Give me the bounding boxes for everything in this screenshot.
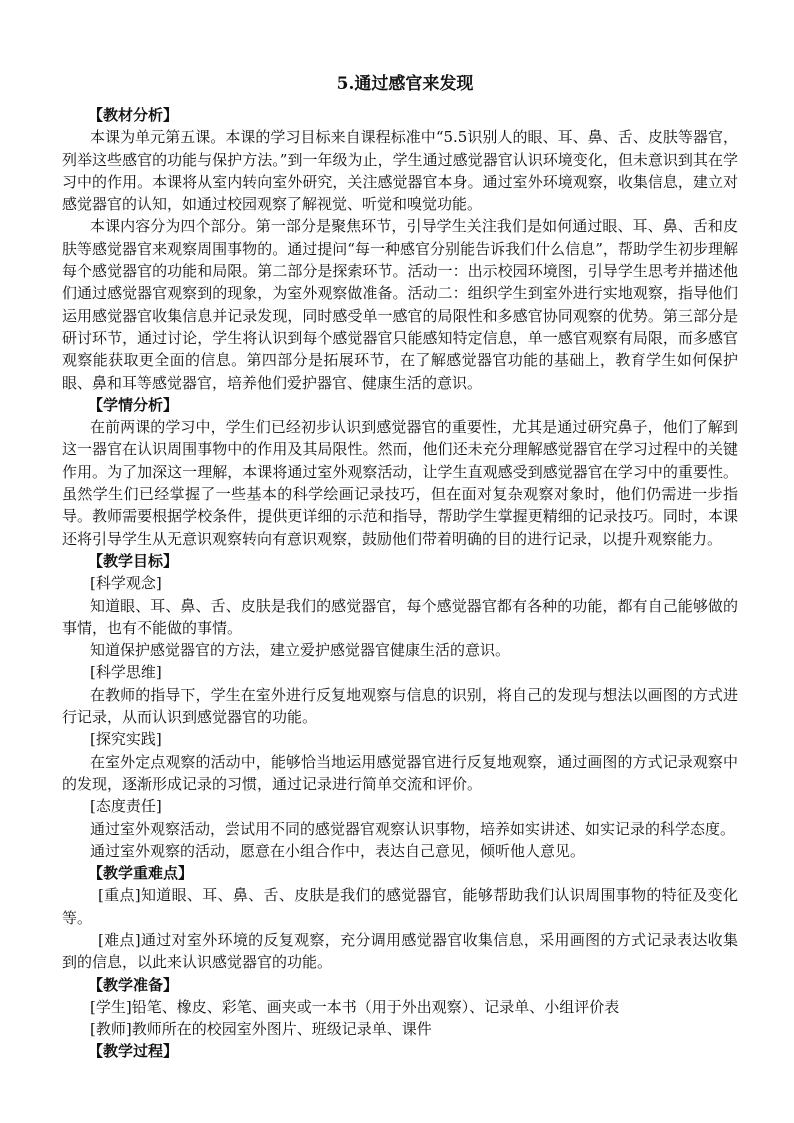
practice-paragraph: 在室外定点观察的活动中，能够恰当地运用感觉器官进行反复地观察，通过画图的方式记录观察中的发现，逐渐形成记录的习惯，通过记录进行简单交流和评价。 [62,752,738,793]
heading-textbook-analysis: 【教材分析】 [88,106,179,124]
analysis-paragraph-1: 本课为单元第五课。本课的学习目标来自课程标准中“5.5识别人的眼、耳、鼻、舌、皮肤等器官，列举这些感官的功能与保护方法。”到一年级为止，学生通过感觉器官认识环境变化，但未意识到其在学习中的作用。本课将从室内转向室外研究，关注感觉器官本身。通过室外环境观察，收集信息，建立对感觉器官的认知，如通过校园观察了解视觉、听觉和嗅觉功能。 [62,128,738,214]
prep-teacher-line: [教师]教师所在的校园室外图片、班级记录单、课件 [90,1020,432,1039]
learner-paragraph: 在前两课的学习中，学生们已经初步认识到感觉器官的重要性，尤其是通过研究鼻子，他们了解到这一器官在认识周围事物中的作用及其局限性。然而，他们还未充分理解感觉器官在学习过程中的关键作用。为了加深这一理解，本课将通过室外观察活动，让学生直观感受到感觉器官在学习中的重要性。虽然学生们已经掌握了一些基本的科学绘画记录技巧，但在面对复杂观察对象时，他们仍需进一步指导。教师需要根据学校条件，提供更详细的示范和指导，帮助学生掌握更精细的记录技巧。同时，本课还将引导学生从无意识观察转向有意识观察，鼓励他们带着明确的目的进行记录，以提升观察能力。 [62,418,738,548]
attitude-paragraph-1: 通过室外观察活动，尝试用不同的感觉器官观察认识事物，培养如实讲述、如实记录的科学态度。 [90,819,736,838]
subheading-science-thinking: [科学思维] [90,663,162,682]
thinking-paragraph: 在教师的指导下，学生在室外进行反复地观察与信息的识别，将自己的发现与想法以画图的方式进行记录，从而认识到感觉器官的功能。 [62,685,738,727]
subheading-inquiry-practice: [探究实践] [90,730,162,749]
heading-learner-analysis: 【学情分析】 [88,395,179,414]
heading-key-difficult-points: 【教学重难点】 [88,864,194,883]
attitude-paragraph-2: 通过室外观察的活动，愿意在小组合作中，表达自己意见，倾听他人意见。 [90,841,586,860]
concept-paragraph-1: 知道眼、耳、鼻、舌、皮肤是我们的感觉器官，每个感觉器官都有各种的功能，都有自己能够做的事情，也有不能做的事情。 [62,596,738,637]
difficult-point-paragraph: [难点]通过对室外环境的反复观察，充分调用感觉器官收集信息，采用画图的方式记录表达收集到的信息，以此来认识感觉器官的功能。 [62,930,738,972]
page-title: 5.通过感官来发现 [336,74,474,94]
prep-students-line: [学生]铅笔、橡皮、彩笔、画夹或一本书（用于外出观察）、记录单、小组评价表 [90,997,620,1016]
subheading-attitude-responsibility: [态度责任] [90,797,162,816]
heading-teaching-process: 【教学过程】 [88,1042,179,1061]
analysis-paragraph-2: 本课内容分为四个部分。第一部分是聚焦环节，引导学生关注我们是如何通过眼、耳、鼻、舌和皮肤等感觉器官来观察周围事物的。通过提问“每一种感官分别能告诉我们什么信息”，帮助学生初步理解每个感觉器官的功能和局限。第二部分是探索环节。活动一：出示校园环境图，引导学生思考并描述他们通过感觉器官观察到的现象，为室外观察做准备。活动二：组织学生到室外进行实地观察，指导他们运用感觉器官收集信息并记录发现，同时感受单一感官的局限性和多感官协同观察的优势。第三部分是研讨环节，通过讨论，学生将认识到每个感觉器官只能感知特定信息，单一感官观察有局限，而多感官观察能获取更全面的信息。第四部分是拓展环节，在了解感觉器官功能的基础上，教育学生如何保护眼、鼻和耳等感觉器官，培养他们爱护器官、健康生活的意识。 [62,217,738,392]
heading-teaching-goals: 【教学目标】 [88,551,179,570]
concept-paragraph-2: 知道保护感觉器官的方法，建立爱护感觉器官健康生活的意识。 [90,641,511,660]
heading-teaching-preparation: 【教学准备】 [88,975,179,994]
subheading-science-concept: [科学观念] [90,574,162,593]
key-point-paragraph: [重点]知道眼、耳、鼻、舌、皮肤是我们的感觉器官，能够帮助我们认识周围事物的特征及变化等。 [62,886,738,927]
